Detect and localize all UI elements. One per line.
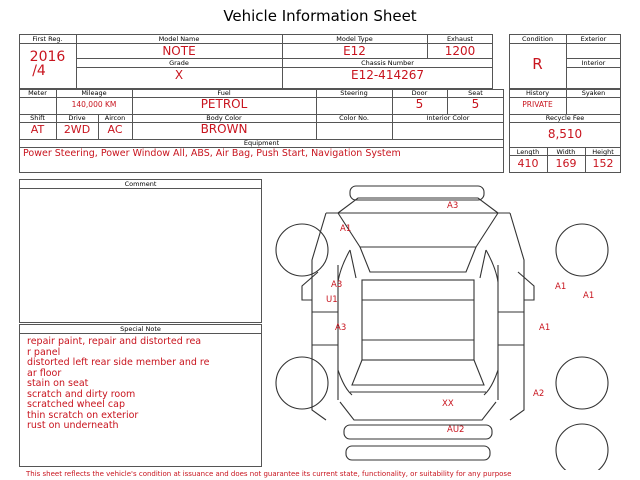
shift-value: AT — [30, 123, 45, 136]
damage-mark: A3 — [331, 280, 343, 290]
seat-label: Seat — [468, 89, 483, 97]
syaken-label: Syaken — [581, 89, 606, 97]
damage-mark: U1 — [326, 295, 338, 305]
shift-label: Shift — [30, 114, 45, 122]
model-type-value: E12 — [343, 44, 366, 58]
damage-mark: A3 — [447, 201, 459, 211]
car-damage-diagram — [268, 178, 620, 470]
body-color-value: BROWN — [200, 122, 248, 136]
note-line: thin scratch on exterior — [27, 409, 139, 421]
condition-label: Condition — [521, 35, 554, 43]
chassis-label: Chassis Number — [361, 59, 414, 67]
condition-value: R — [532, 55, 543, 73]
mileage-value: 140,000 KM — [71, 100, 117, 109]
history-label: History — [525, 89, 550, 97]
width-label: Width — [556, 148, 576, 156]
note-line: ar floor — [27, 367, 62, 379]
note-line: scratch and dirty room — [27, 388, 136, 400]
first-reg-label: First Reg. — [32, 35, 63, 43]
aircon-label: Aircon — [104, 114, 126, 122]
aircon-value: AC — [107, 123, 123, 136]
note-line: stain on seat — [27, 378, 89, 389]
height-label: Height — [592, 148, 614, 156]
comment-label: Comment — [124, 180, 157, 188]
model-name-label: Model Name — [158, 35, 200, 43]
fuel-label: Fuel — [217, 89, 231, 97]
damage-mark: A1 — [555, 282, 567, 292]
grade-label: Grade — [169, 59, 189, 67]
damage-mark: AU2 — [447, 425, 465, 435]
damage-mark: A2 — [533, 389, 545, 399]
special-note-list — [27, 337, 259, 432]
body-color-label: Body Color — [206, 114, 242, 122]
drive-value: 2WD — [63, 123, 91, 136]
length-label: Length — [516, 148, 540, 156]
damage-mark: A1 — [583, 291, 595, 301]
steering-label: Steering — [340, 89, 368, 97]
history-value: PRIVATE — [522, 100, 553, 109]
footer-disclaimer: This sheet reflects the vehicle's condition at issuance and does not guarantee its current state, functionality, or suitability for any purpose — [26, 470, 512, 478]
meter-label: Meter — [28, 89, 47, 97]
exhaust-value: 1200 — [444, 44, 476, 58]
note-line: repair paint, repair and distorted rea — [27, 336, 202, 347]
chassis-value: E12-414267 — [351, 68, 424, 82]
door-label: Door — [411, 89, 428, 97]
door-value: 5 — [415, 97, 424, 111]
note-line: r panel — [27, 346, 61, 358]
damage-mark: A3 — [335, 323, 347, 333]
exhaust-label: Exhaust — [446, 35, 474, 43]
note-line: rust on underneath — [27, 420, 119, 431]
damage-mark: A1 — [539, 323, 551, 333]
equipment-label: Equipment — [243, 139, 280, 147]
page-title: Vehicle Information Sheet — [223, 7, 417, 25]
color-no-label: Color No. — [339, 114, 369, 122]
recycle-fee-label: Recycle Fee — [545, 114, 585, 122]
equipment-value: Power Steering, Power Window All, ABS, Air Bag, Push Start, Navigation System — [23, 148, 401, 159]
interior-label: Interior — [581, 59, 606, 67]
first-reg-year: 2016 — [29, 49, 66, 65]
grade-value: X — [174, 68, 184, 82]
special-note-label: Special Note — [120, 325, 161, 333]
drive-label: Drive — [68, 114, 86, 122]
recycle-fee-value: 8,510 — [547, 127, 583, 141]
comment-box — [19, 179, 262, 323]
model-type-label: Model Type — [336, 35, 373, 43]
fuel-value: PETROL — [200, 97, 248, 111]
width-value: 169 — [555, 157, 577, 170]
height-value: 152 — [592, 157, 614, 170]
exterior-label: Exterior — [580, 35, 607, 43]
mileage-label: Mileage — [81, 89, 107, 97]
model-name-value: NOTE — [162, 44, 196, 58]
interior-color-label: Interior Color — [426, 114, 470, 122]
note-line: distorted left rear side member and re — [27, 357, 210, 368]
damage-mark: A1 — [340, 224, 352, 234]
first-reg-month: /4 — [32, 63, 46, 79]
note-line: scratched wheel cap — [27, 399, 125, 410]
damage-mark: XX — [442, 399, 454, 409]
length-value: 410 — [517, 157, 539, 170]
seat-value: 5 — [471, 97, 480, 111]
